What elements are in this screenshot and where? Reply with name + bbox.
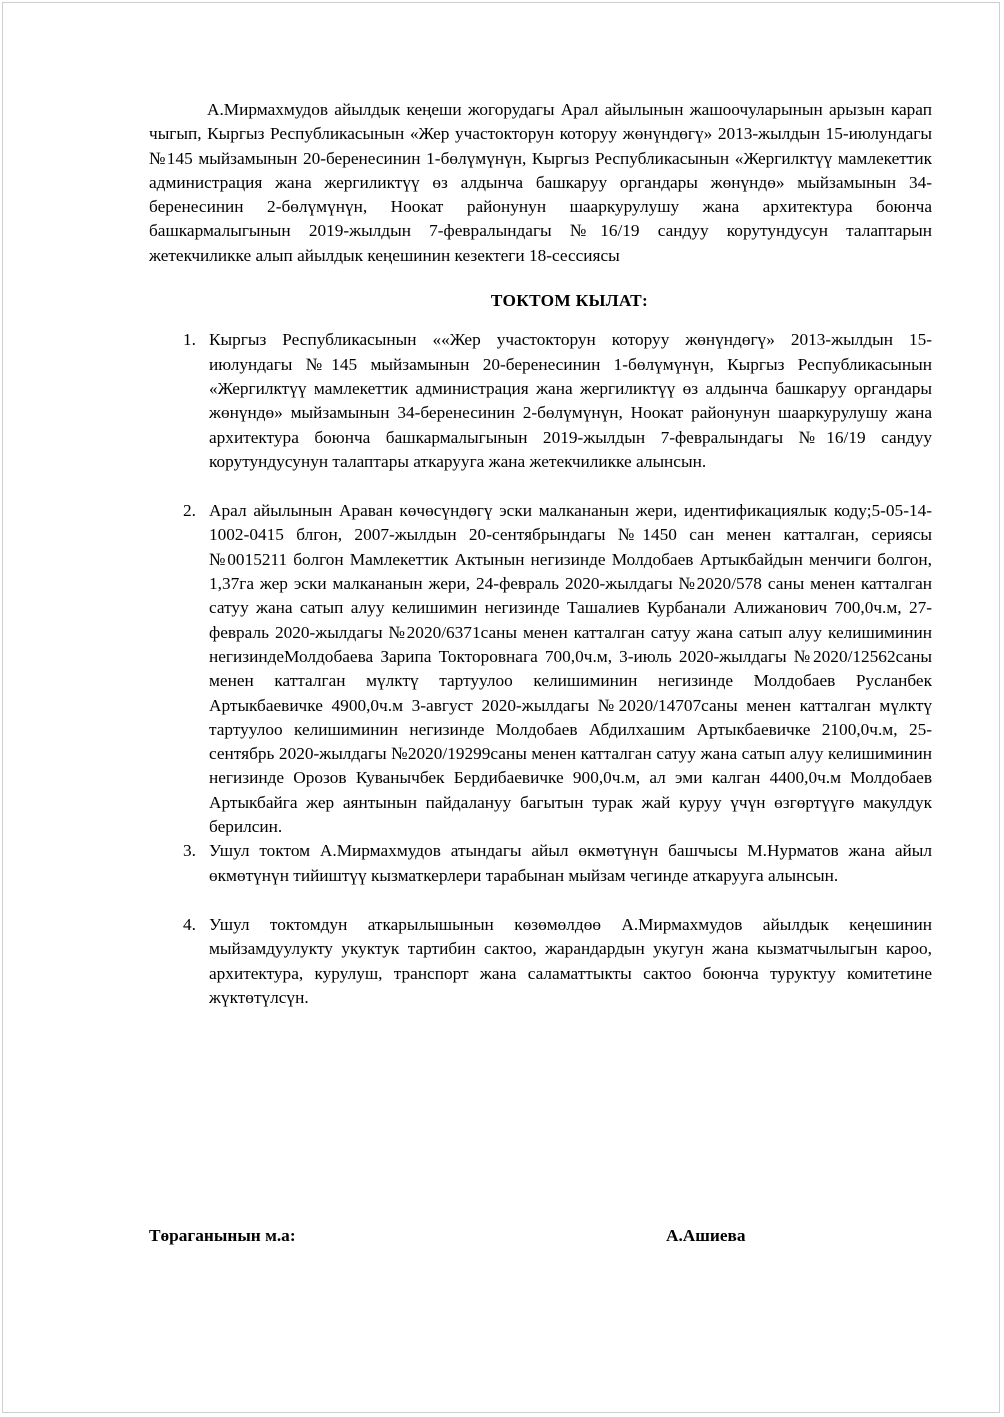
item-text: Кыргыз Республикасынын ««Жер участокторун которуу жөнүндөгү» 2013-жылдын 15-июлундагы №145 мыйзамынын 20-беренесинин 1-бөлүмүнүн, Кыргыз Республикасынын «Жергилктүү мамлекеттик администрация жана жергиликтүү өз алдынча башкаруу органдары жөнүндө» мыйзамынын 34-беренесинин 2-бөлүмүнүн, Ноокат районунун шааркурулушу жана архитектура боюнча башкармалыгынын 2019-жылдын 7-февралындагы №16/19 сандуу корутундусунун талаптары аткарууга жана жетекчиликке алынсын. xyxy=(209,330,932,471)
item-text: Арал айылынын Араван көчөсүндөгү эски малкананын жери, идентификациялык коду;5-05-14-1002-0415 блгон, 2007-жылдын 20-сентябрындагы №1450 сан менен катталган, сериясы №0015211 болгон Мамлекеттик Актынын негизинде Молдобаев Артыкбайдын менчиги болгон, 1,37га жер эски малкананын жери, 24-февраль 2020-жылдагы №2020/578 саны менен катталган сатуу жана сатып алуу келишимин негизинде Ташалиев Курбанали Алижанович 700,0ч.м, 27-февраль 2020-жылдагы №2020/6371саны менен катталган сатуу жана сатып алуу келишиминин негизиндеМолдобаева Зарипа Токторовнага 700,0ч.м, 3-июль 2020-жылдагы №2020/12562саны менен катталган мүлктү тартуулоо келишиминин негизинде Молдобаев Русланбек Артыкбаевичке 4900,0ч.м 3-август 2020-жылдагы №2020/14707саны менен катталган мүлктү тартуулоо келишиминин негизинде Молдобаев Абдилхашим Артыкбаевичке 2100,0ч.м, 25-сентябрь 2020-жылдагы №2020/19299саны менен катталган сатуу жана сатып алуу келишиминин негизинде Орозов Куванычбек Бердибаевичке 900,0ч.м, ал эми калган 4400,0ч.м Молдобаев Артыкбайга жер аянтынын пайдалануу багытын турак жай куруу үчүн өзгөртүүгө макулдук берилсин. xyxy=(209,501,932,837)
signature-title: Төраганынын м.а: xyxy=(149,1226,296,1245)
document-page xyxy=(2,2,1000,1413)
list-item xyxy=(149,328,932,474)
signature-name: А.Ашиева xyxy=(666,1226,746,1245)
item-number: 3. xyxy=(183,841,196,861)
resolution-heading: ТОКТОМ КЫЛАТ: xyxy=(490,291,649,311)
list-item xyxy=(149,913,932,1010)
resolution-list xyxy=(149,328,932,1010)
item-text: Ушул токтом А.Мирмахмудов атындагы айыл өкмөтүнүн башчысы М.Нурматов жана айыл өкмөтүнүн тийиштүү кызматкерлери тарабынан мыйзам чегинде аткарууга алынсын. xyxy=(209,841,932,885)
list-item xyxy=(149,499,932,839)
list-item xyxy=(149,839,932,888)
item-number: 4. xyxy=(183,914,196,934)
item-number: 1. xyxy=(183,330,196,350)
item-text: Ушул токтомдун аткарылышынын көзөмөлдөө А.Мирмахмудов айылдык кеңешинин мыйзамдуулукту укуктук тартибин сактоо, жарандардын укугун жана кызматчылыгын кароо, архитектура, курулуш, транспорт жана саламаттыкты сактоо боюнча туруктуу комитетине жүктөтүлсүн. xyxy=(209,914,932,1007)
item-number: 2. xyxy=(183,501,196,521)
intro-paragraph: А.Мирмахмудов айылдык кеңеши жогорудагы Арал айылынын жашоочуларынын арызын карап чыгып, Кыргыз Республикасынын «Жер участокторун которуу жөнүндөгү» 2013-жылдын 15-июлундагы №145 мыйзамынын 20-беренесинин 1-бөлүмүнүн, Кыргыз Республикасынын «Жергилктүү мамлекеттик администрация жана жергиликтүү өз алдынча башкаруу органдары жөнүндө» мыйзамынын 34-беренесинин 2-бөлүмүнүн, Ноокат районунун шааркурулушу жана архитектура боюнча башкармалыгынын 2019-жылдын 7-февралындагы №16/19 сандуу корутундусун талаптарын жетекчиликке алып айылдык кеңешинин кезектеги 18-сессиясы xyxy=(149,100,932,265)
document-body xyxy=(149,98,932,1010)
